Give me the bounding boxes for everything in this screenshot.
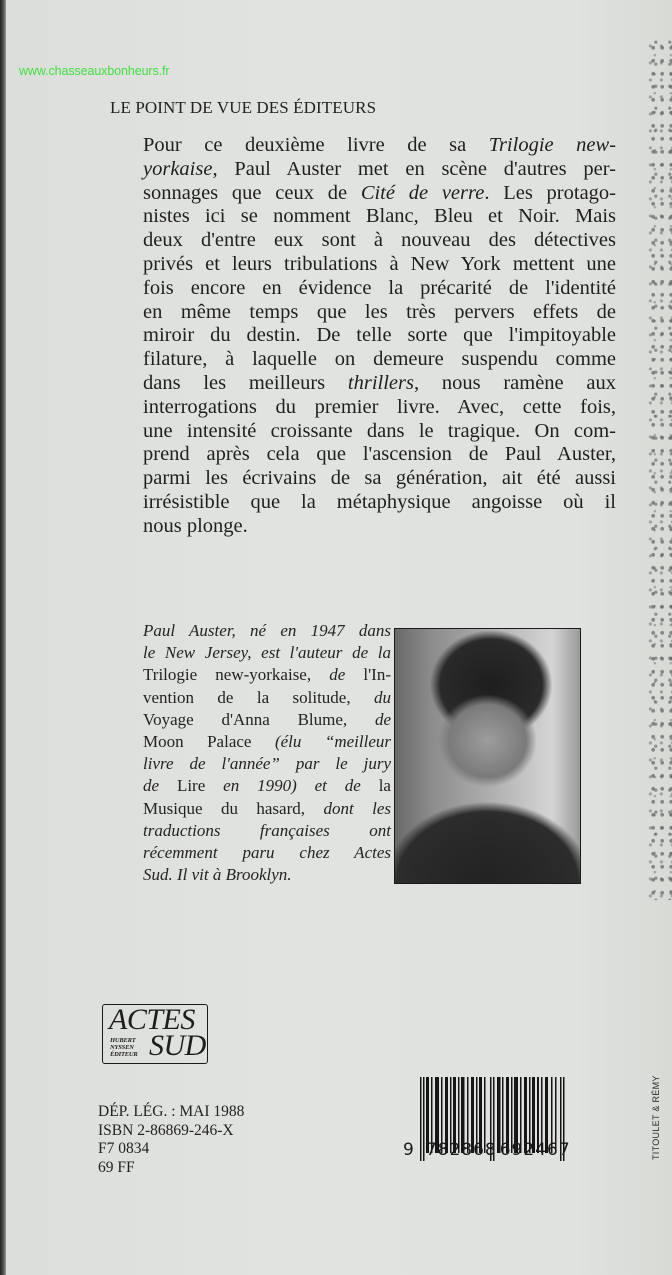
logo-actes: ACTES [109, 1003, 195, 1036]
publisher-blurb [143, 134, 616, 539]
printer-credit: TITOULET & RÉMY [651, 1075, 661, 1160]
bio-line: Trilogie new-yorkaise, de l'In- [143, 665, 391, 685]
bio-line: Voyage d'Anna Blume, de [143, 709, 391, 729]
blurb-line: nistes ici se nomment Blanc, Bleu et Noir. Mais [143, 205, 616, 228]
blurb-line: fois encore en évidence la précarité de l'identité [143, 276, 616, 299]
bio-line: Musique du hasard, dont les [143, 798, 392, 818]
bio-line: récemment paru chez Actes [143, 843, 391, 863]
blurb-line: sonnages que ceux de Cité de verre. Les protago- [143, 181, 616, 204]
legal-info [98, 1103, 244, 1177]
blurb-line: privés et leurs tribulations à New York mettent une [143, 252, 616, 275]
blurb-line: yorkaise, Paul Auster met en scène d'autres per- [143, 157, 616, 180]
author-photo [394, 628, 581, 884]
blurb-line: dans les meilleurs thrillers, nous ramène aux [143, 371, 616, 394]
blurb-line: deux d'entre eux sont à nouveau des détectives [143, 229, 616, 252]
book-title: Trilogie new- [488, 134, 616, 156]
barcode-number: 9 782868 692467 [403, 1140, 571, 1160]
bio-line: livre de l'année” par le jury [143, 754, 391, 774]
blurb-line: Pour ce deuxième livre de sa Trilogie new- [143, 134, 616, 156]
blurb-line: prend après cela que l'ascension de Paul Auster, [143, 443, 616, 466]
blurb-line: en même temps que les très pervers effets de [143, 300, 616, 323]
emphasis: thrillers [347, 371, 414, 394]
blurb-line: miroir du destin. De telle sorte que l'impitoyable [143, 324, 616, 347]
bio-line: de Lire en 1990) et de la [143, 776, 391, 796]
book-title: yorkaise [143, 157, 213, 180]
legal-deposit: DÉP. LÉG. : MAI 1988 [98, 1103, 245, 1120]
catalog-code: F7 0834 [98, 1140, 150, 1158]
bio-line: vention de la solitude, du [143, 687, 391, 707]
publisher-logo [102, 1004, 208, 1064]
blurb-line: irrésistible que la métaphysique angoisse où il [143, 490, 616, 513]
bio-line: Paul Auster, né en 1947 dans [143, 621, 391, 640]
bio-line: Moon Palace (élu “meilleur [143, 732, 391, 752]
book-title: Cité de verre [360, 181, 485, 204]
isbn: ISBN 2-86869-246-X [98, 1121, 234, 1139]
blurb-line: nous plonge. [143, 514, 248, 537]
blurb-line: parmi les écrivains de sa génération, ait été aussi [143, 467, 616, 490]
blurb-line: une intensité croissante dans le tragique. On com- [143, 419, 616, 442]
logo-subtitle: HUBERT NYSSEN ÉDITEUR [110, 1037, 138, 1058]
logo-sud: SUD [149, 1029, 206, 1062]
watermark-link[interactable]: www.chasseauxbonheurs.fr [19, 64, 170, 78]
price: 69 FF [98, 1158, 135, 1176]
bio-line: traductions françaises ont [143, 820, 391, 840]
section-heading: LE POINT DE VUE DES ÉDITEURS [110, 98, 377, 117]
bio-line: Sud. Il vit à Brooklyn. [143, 865, 292, 885]
blurb-line: interrogations du premier livre. Avec, cette fois, [143, 395, 616, 418]
author-bio [143, 620, 391, 886]
blurb-line: filature, à laquelle on demeure suspendu comme [143, 348, 616, 371]
cover-wear-marks [646, 40, 672, 900]
bio-line: le New Jersey, est l'auteur de la [143, 643, 391, 663]
